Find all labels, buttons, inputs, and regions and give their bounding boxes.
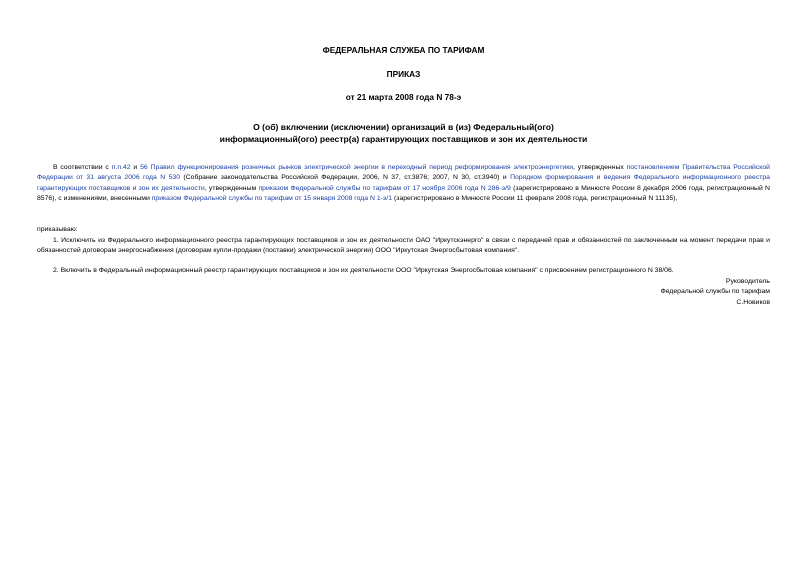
link-government-decree-530[interactable]: постановлением Правительства Российской Федерации от 31 августа 2006 года N 530 [37, 164, 770, 182]
preamble-text-6: (зарегистрировано в Минюсте России 8 декабря 2006 года, регистрационный N 8576), с изменениями, внесенными [37, 184, 770, 203]
signature-name: С.Новиков [736, 298, 770, 306]
link-rules-56[interactable]: 56 Правил функционирования розничных рынков электрической энергии в переходный период реформирования электроэнергетики [140, 164, 574, 171]
preamble-text-1: В соответствии с [53, 164, 112, 171]
agency-heading: ФЕДЕРАЛЬНАЯ СЛУЖБА ПО ТАРИФАМ [322, 45, 485, 55]
preamble-text-7: (зарегистрировано в Минюсте России 11 февраля 2008 года, регистрационный N 11135), [392, 195, 678, 203]
preamble-text-5: , утвержденным [204, 184, 259, 192]
doc-date-number: от 21 марта 2008 года N 78-э [345, 92, 462, 102]
doc-type-heading: ПРИКАЗ [386, 69, 421, 79]
link-registry-procedure[interactable]: Порядком формирования и ведения Федерального информационного реестра гарантирующих поставщиков и зон их деятельности [37, 174, 770, 192]
signature-block [661, 277, 771, 308]
preamble-text-4: (Собрание законодательства Российской Федерации, 2006, N 37, ст.3876; 2007, N 30, ст.3940) и [180, 174, 511, 182]
link-order-1[interactable]: приказом Федеральной службы по тарифам от 15 января 2008 года N 1-э/1 [151, 195, 393, 203]
title-line-1: О (об) включении (исключении) организаций в (из) Федеральный(ого) [253, 122, 554, 132]
document-title [0, 122, 807, 145]
preamble-text-3: , утвержденных [573, 164, 627, 171]
order-word: приказываю: [37, 226, 78, 233]
link-order-286[interactable]: приказом Федеральной службы по тарифам от 17 ноября 2006 года N 286-э/9 [258, 184, 511, 192]
link-pp42[interactable]: п.п.42 [111, 164, 131, 171]
order-item-2: 2. Включить в Федеральный информационный реестр гарантирующих поставщиков и зон их деятельности ООО "Иркутская Энергосбытовая компания" с присвоением регистрационного N 38/06. [53, 267, 674, 274]
order-item-1: 1. Исключить из Федерального информационного реестра гарантирующих поставщиков и зон их деятельности ОАО "Иркутскэнерго" в связи с передачей прав и обязанностей по заключенным на момент передачи прав и обязанностей договорам энергоснабжения (договорам купли-продажи (поставки) электрической энергии) ООО "Иркутская Энергосбытовая компания". [37, 237, 770, 255]
preamble-text-2: и [130, 164, 141, 171]
preamble-paragraph [37, 163, 770, 205]
signature-position: Руководитель [725, 278, 770, 285]
title-line-2: информационный(ого) реестр(а) гарантирующих поставщиков и зон их деятельности [219, 133, 588, 144]
signature-org: Федеральной службы по тарифам [660, 288, 770, 296]
